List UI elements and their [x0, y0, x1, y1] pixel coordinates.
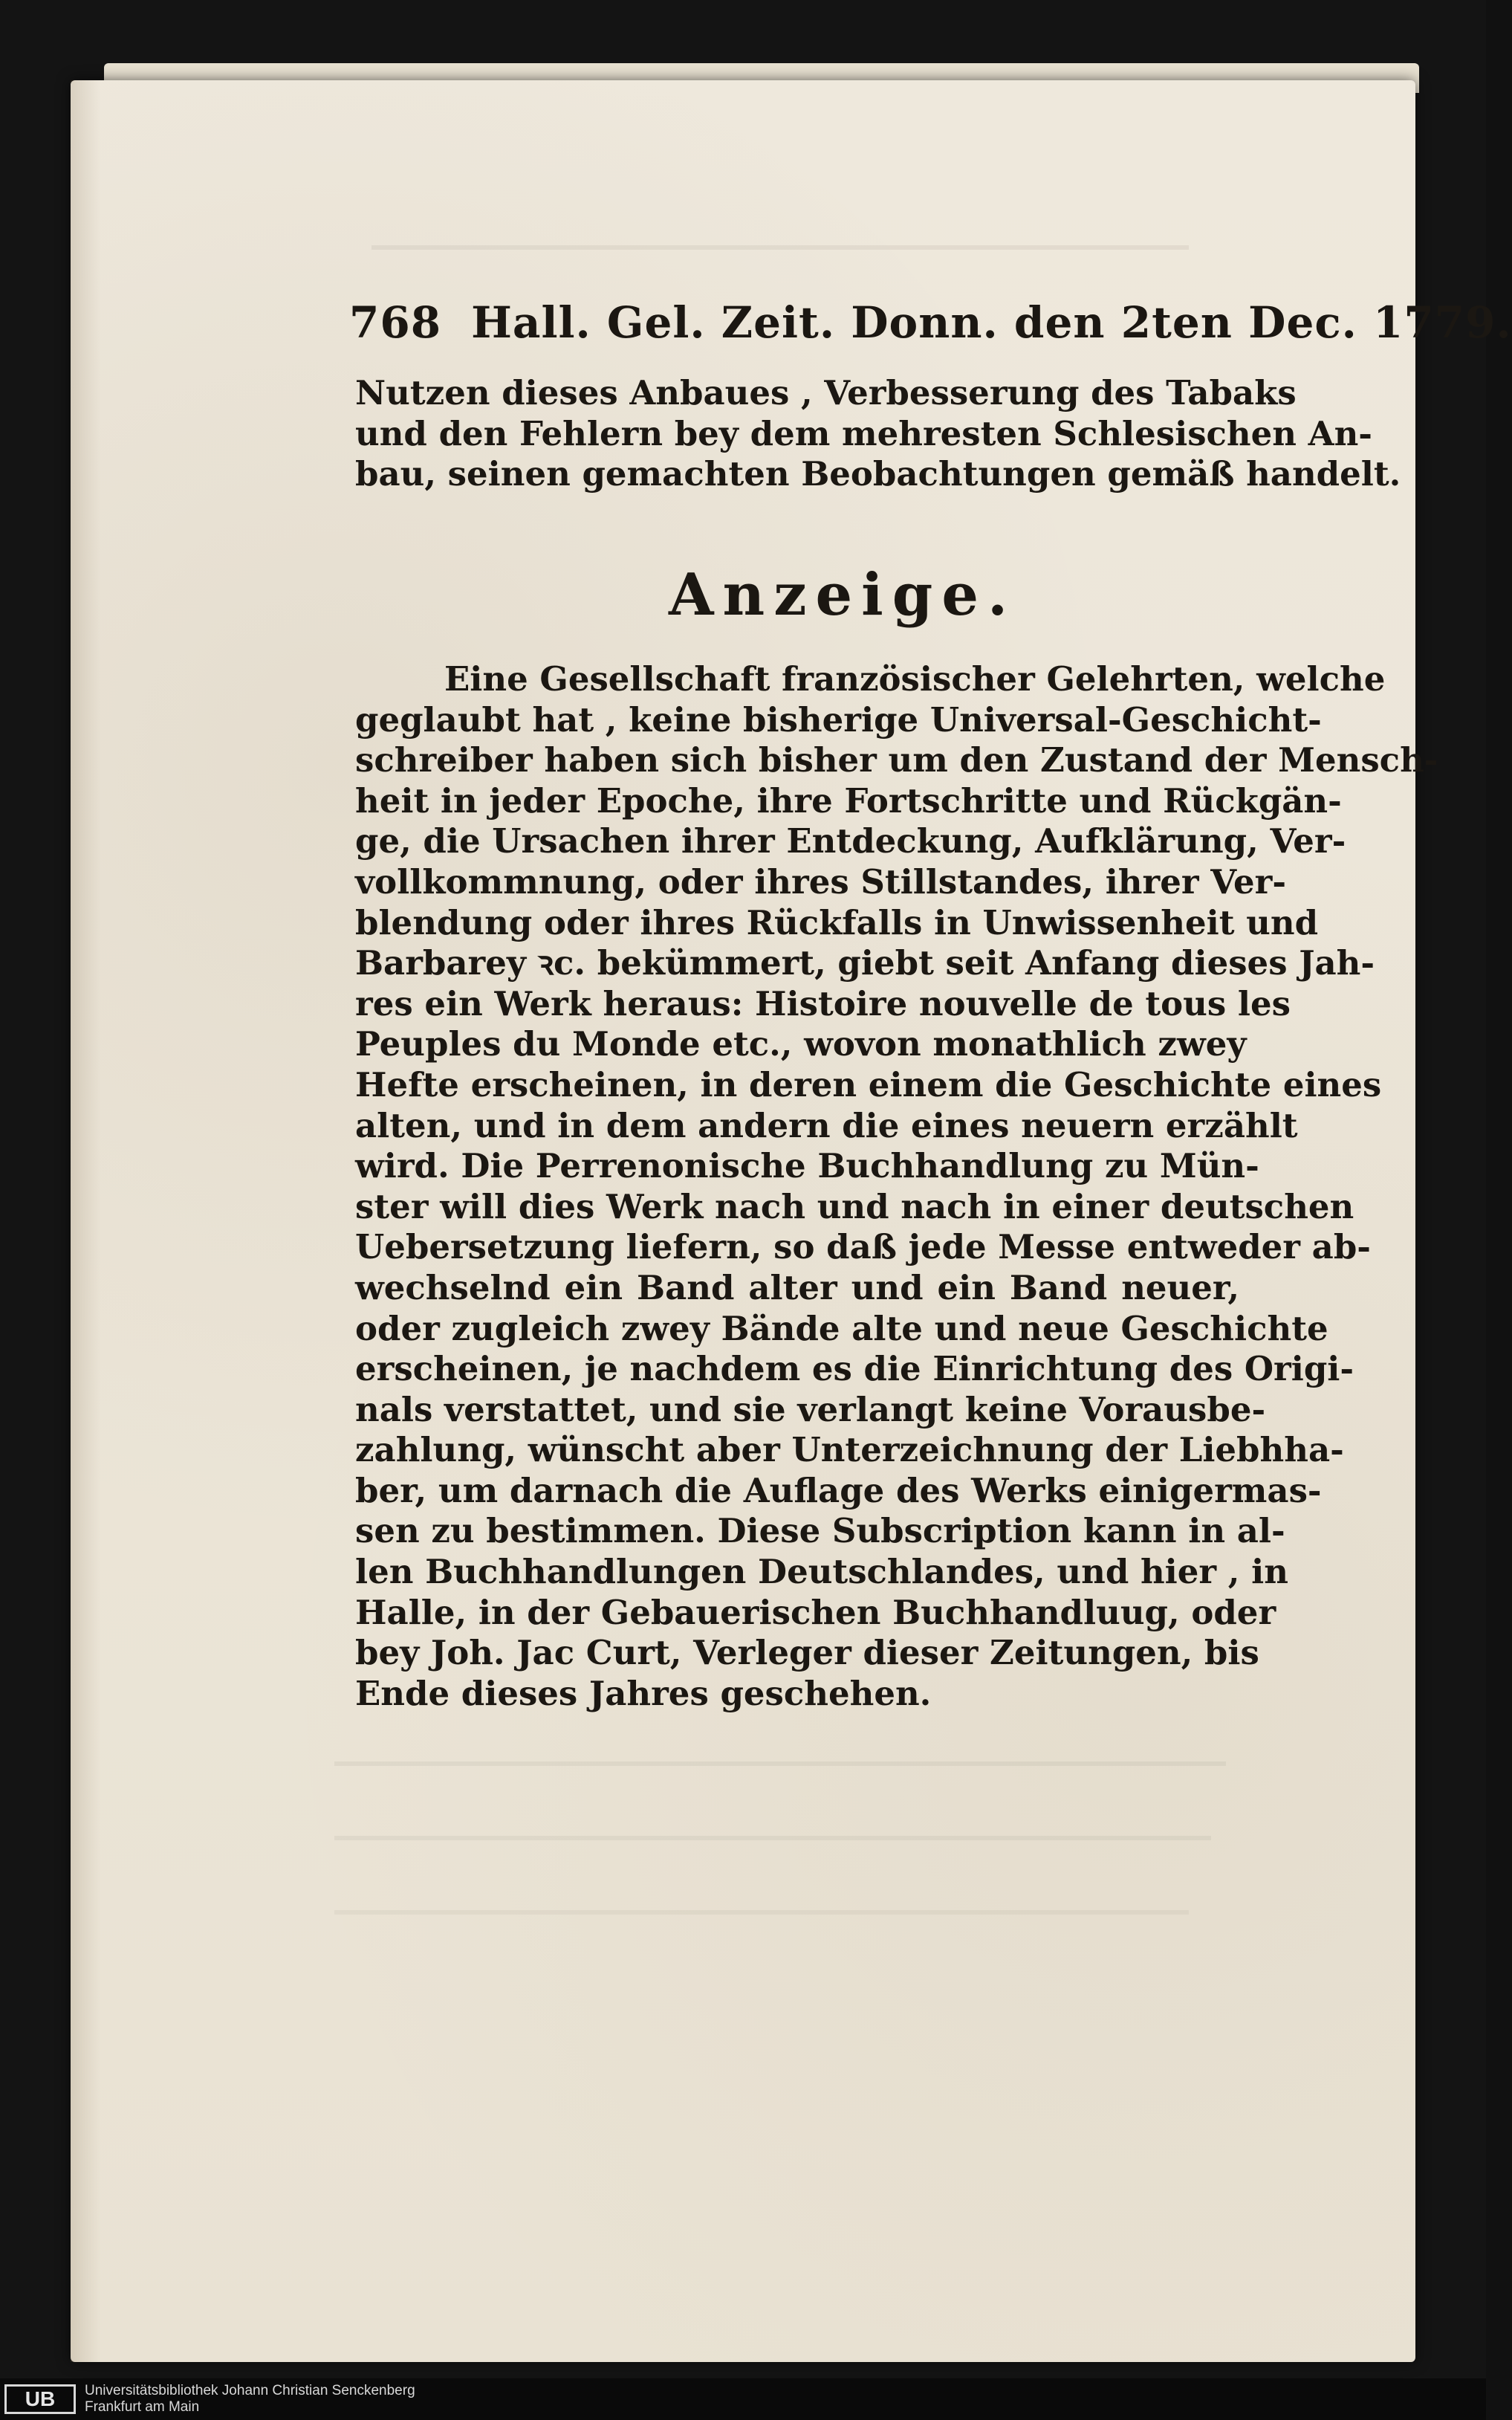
text-line: bey Joh. Jac Curt, Verleger dieser Zeitungen, bis: [355, 1633, 1259, 1673]
bleed-through-mark: [334, 1836, 1211, 1840]
paper-left-shade: [71, 80, 100, 2362]
text-line: sen zu bestimmen. Diese Subscription kann in al-: [355, 1511, 1285, 1551]
text-line: Hefte erscheinen, in deren einem die Geschichte eines: [355, 1064, 1382, 1104]
page-number: 768: [349, 297, 442, 348]
bleed-through-mark: [334, 1761, 1226, 1766]
text-line: Peuples du Monde etc., wovon monathlich zwey: [355, 1024, 1247, 1064]
text-line: Nutzen dieses Anbaues , Verbesserung des Tabaks: [355, 373, 1297, 412]
library-footer: [0, 2378, 1486, 2420]
text-line: ge, die Ursachen ihrer Entdeckung, Aufklärung, Ver-: [355, 821, 1346, 861]
text-line: ber, um darnach die Auflage des Werks einigermas-: [355, 1470, 1322, 1510]
text-line: zahlung, wünscht aber Unterzeichnung der Liebhha-: [355, 1430, 1344, 1470]
text-line: wird. Die Perrenonische Buchhandlung zu Mün-: [355, 1146, 1259, 1186]
text-line: vollkommnung, oder ihres Stillstandes, ihrer Ver-: [355, 861, 1287, 902]
text-line: und den Fehlern bey dem mehresten Schlesischen An-: [355, 413, 1372, 453]
running-head-title: Hall. Gel. Zeit. Donn. den 2ten Dec. 1779.: [471, 297, 1512, 348]
text-line: schreiber haben sich bisher um den Zustand der Mensch-: [355, 740, 1438, 780]
text-line: heit in jeder Epoche, ihre Fortschritte und Rückgän-: [355, 780, 1342, 821]
section-heading: Anzeige.: [669, 561, 1017, 629]
text-line: erscheinen, je nachdem es die Einrichtung des Origi-: [355, 1349, 1354, 1389]
text-line: nals verstattet, und sie verlangt keine Vorausbe-: [355, 1389, 1266, 1429]
bleed-through-mark: [334, 1910, 1189, 1915]
text-line: res ein Werk heraus: Histoire nouvelle de tous les: [355, 983, 1291, 1023]
institution-city: Frankfurt am Main: [85, 2399, 200, 2415]
continuation-paragraph: [355, 373, 1401, 495]
bleed-through-mark: [371, 245, 1189, 250]
text-line: Halle, in der Gebauerischen Buchhandluug, oder: [355, 1592, 1276, 1632]
text-line: bau, seinen gemachten Beobachtungen gemäß handelt.: [355, 454, 1401, 494]
text-line: len Buchhandlungen Deutschlandes, und hier , in: [355, 1552, 1288, 1592]
announcement-paragraph: [355, 659, 1438, 1714]
text-line: Eine Gesellschaft französischer Gelehrten, welche: [444, 659, 1386, 699]
ub-logo: UB: [4, 2384, 76, 2414]
text-line: geglaubt hat , keine bisherige Universal-Geschicht-: [355, 699, 1322, 740]
running-head: [349, 297, 1512, 348]
text-line: ster will dies Werk nach und nach in einer deutschen: [355, 1186, 1354, 1226]
text-line: oder zugleich zwey Bände alte und neue Geschichte: [355, 1308, 1328, 1348]
text-line: blendung oder ihres Rückfalls in Unwissenheit und: [355, 902, 1319, 942]
text-line: Barbarey ꝛc. bekümmert, giebt seit Anfang dieses Jah-: [355, 943, 1375, 983]
text-line: wechselnd ein Band alter und ein Band neuer,: [355, 1267, 1239, 1307]
text-line: Uebersetzung liefern, so daß jede Messe entweder ab-: [355, 1227, 1371, 1267]
text-line: Ende dieses Jahres geschehen.: [355, 1673, 932, 1713]
institution-name: Universitätsbibliothek Johann Christian Senckenberg: [85, 2383, 415, 2398]
text-line: alten, und in dem andern die eines neuern erzählt: [355, 1105, 1298, 1145]
